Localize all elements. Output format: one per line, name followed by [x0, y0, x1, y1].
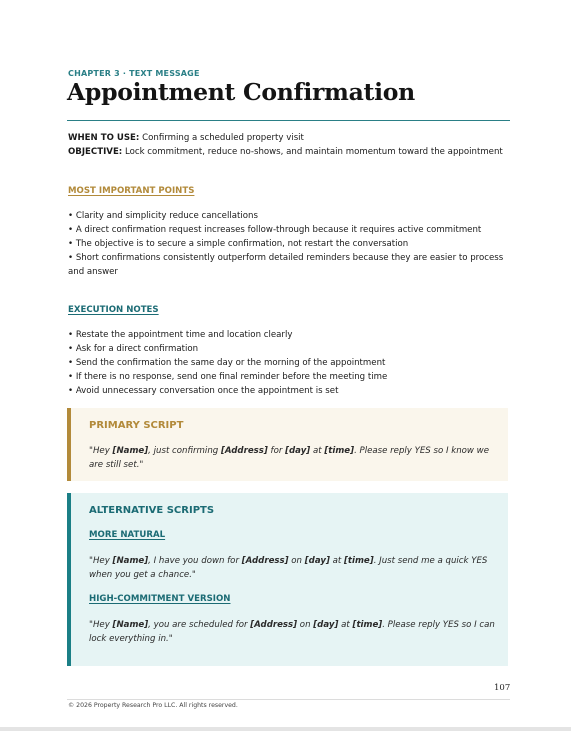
list-item: • Ask for a direct confirmation: [68, 342, 508, 356]
objective-label: OBJECTIVE:: [68, 147, 123, 157]
script-text: on: [288, 556, 305, 566]
list-item: • Avoid unnecessary conversation once the appointment is set: [68, 384, 508, 398]
most-important-heading: MOST IMPORTANT POINTS: [68, 186, 195, 196]
most-important-list: [68, 209, 508, 279]
placeholder-time: [time]: [344, 556, 374, 566]
objective: [68, 145, 508, 159]
when-to-use-text: Confirming a scheduled property visit: [142, 133, 304, 143]
placeholder-time: [time]: [324, 446, 355, 456]
placeholder-address: [Address]: [250, 620, 298, 630]
placeholder-day: [day]: [313, 620, 339, 630]
meta-block: [68, 131, 508, 159]
script-text: "Hey: [89, 446, 113, 456]
placeholder-name: [Name]: [112, 620, 149, 630]
script-text: . Just send me a quick YES when you get a chance.": [89, 556, 488, 580]
placeholder-address: [Address]: [241, 556, 289, 566]
script-text: at: [329, 556, 344, 566]
list-item: • Short confirmations consistently outperform detailed reminders because they are easier to process and answer: [68, 251, 508, 279]
placeholder-address: [Address]: [220, 446, 268, 456]
primary-script-heading: PRIMARY SCRIPT: [89, 420, 184, 431]
execution-notes-list: [68, 328, 508, 398]
page-number: 107: [494, 683, 511, 693]
script-text: . Please reply YES so I know we are still set.": [89, 446, 489, 470]
footer-divider: [67, 699, 510, 700]
page-title: Appointment Confirmation: [67, 78, 415, 106]
list-item: • The objective is to secure a simple confirmation, not restart the conversation: [68, 237, 508, 251]
placeholder-day: [day]: [285, 446, 311, 456]
placeholder-day: [day]: [304, 556, 330, 566]
list-item: • A direct confirmation request increases follow-through because it requires active commitment: [68, 223, 508, 237]
script-text: at: [338, 620, 353, 630]
script-text: , I have you down for: [148, 556, 242, 566]
list-item: • Send the confirmation the same day or the morning of the appointment: [68, 356, 508, 370]
page-bottom-edge: [0, 727, 571, 731]
script-text: at: [310, 446, 325, 456]
list-item: • If there is no response, send one final reminder before the meeting time: [68, 370, 508, 384]
primary-script-text: [89, 444, 496, 472]
placeholder-time: [time]: [352, 620, 383, 630]
script-text: for: [267, 446, 286, 456]
chapter-label: CHAPTER 3 · TEXT MESSAGE: [68, 69, 200, 78]
when-to-use: [68, 131, 508, 145]
script-text: on: [297, 620, 314, 630]
script-text: "Hey: [89, 556, 113, 566]
script-text: "Hey: [89, 620, 113, 630]
title-divider: [67, 120, 510, 121]
script-text: . Please reply YES so I can lock everything in.": [89, 620, 495, 644]
alternative-scripts-box: [67, 493, 508, 666]
high-commitment-script: [89, 618, 496, 646]
script-text: , just confirming: [148, 446, 221, 456]
list-item: • Restate the appointment time and location clearly: [68, 328, 508, 342]
placeholder-name: [Name]: [112, 556, 149, 566]
more-natural-script: [89, 554, 496, 582]
objective-text: Lock commitment, reduce no-shows, and maintain momentum toward the appointment: [124, 147, 503, 157]
execution-notes-heading: EXECUTION NOTES: [68, 305, 159, 315]
script-text: , you are scheduled for: [148, 620, 251, 630]
alternative-scripts-heading: ALTERNATIVE SCRIPTS: [89, 505, 215, 516]
when-to-use-label: WHEN TO USE:: [68, 133, 140, 143]
high-commitment-heading: HIGH-COMMITMENT VERSION: [89, 594, 231, 604]
primary-script-box: [67, 408, 508, 481]
more-natural-heading: MORE NATURAL: [89, 530, 166, 540]
placeholder-name: [Name]: [112, 446, 149, 456]
footer-copyright: © 2026 Property Research Pro LLC. All rights reserved.: [68, 702, 238, 709]
list-item: • Clarity and simplicity reduce cancellations: [68, 209, 508, 223]
